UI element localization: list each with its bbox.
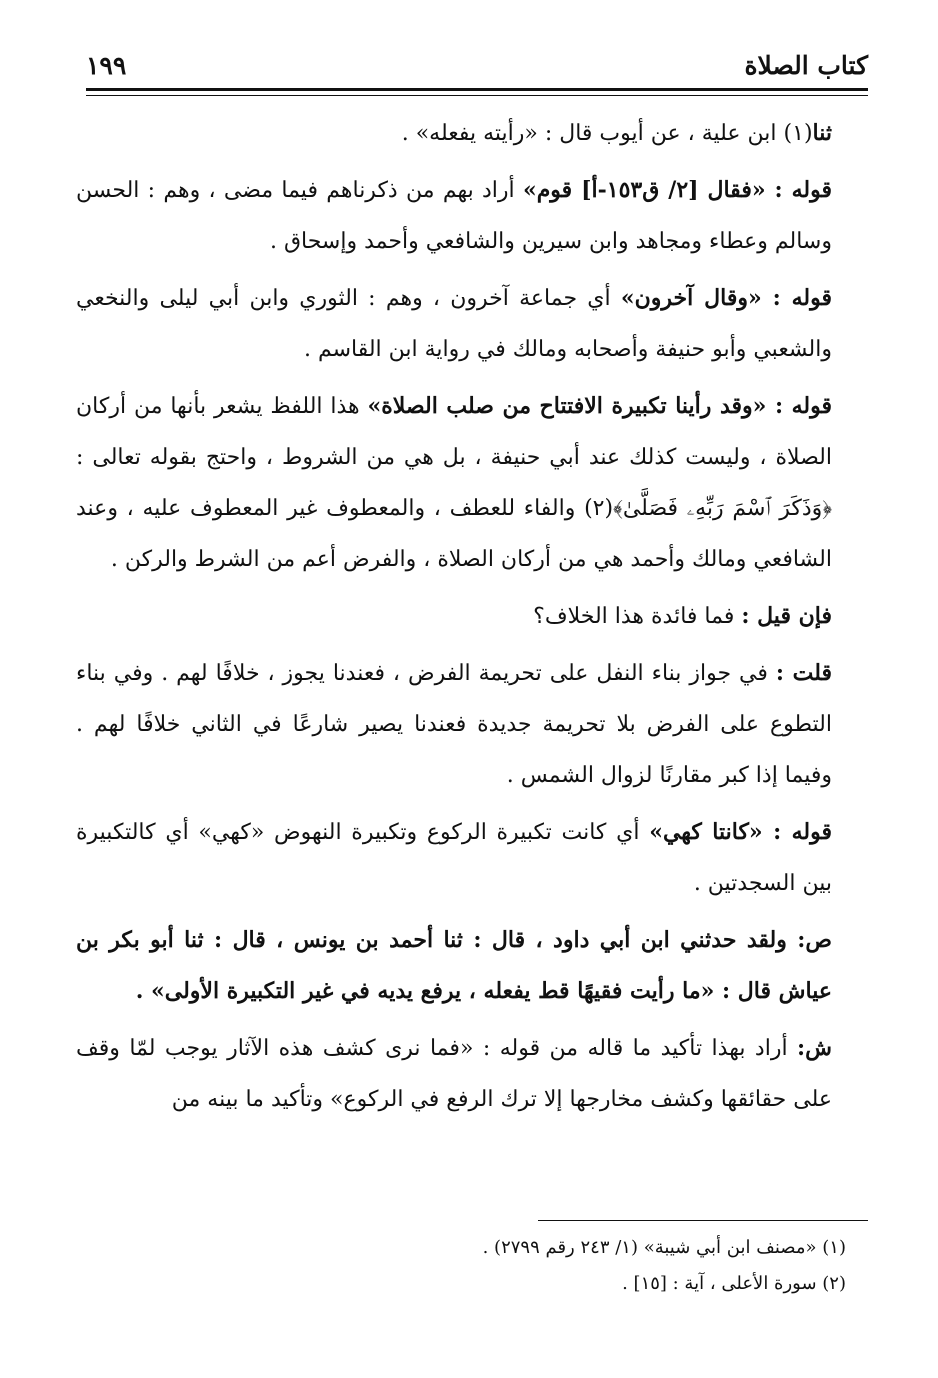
page-number: ١٩٩	[86, 51, 127, 80]
paragraph-text: هذا اللفظ يشعر بأنها من أركان الصلاة ، وليست كذلك عند أبي حنيفة ، بل هي من الشروط ، واحتج بقوله تعالى : ﴿وَذَكَرَ ٱسْمَ رَبِّهِۦ فَصَلَّىٰ﴾(٢) والفاء للعطف ، والمعطوف غير المعطوف عليه ، وعند الشافعي ومالك وأحمد هي من أركان الصلاة ، والفرض أعم من الشرط والركن .	[76, 394, 832, 572]
footnote: (٢) سورة الأعلى ، آية : [١٥] .	[622, 1273, 846, 1294]
paragraph-lead: فإن قيل :	[741, 603, 832, 629]
paragraph-lead: قلت :	[775, 660, 832, 686]
paragraph-text: فما فائدة هذا الخلاف؟	[533, 604, 742, 629]
paragraph-lead: ش:	[797, 1035, 832, 1061]
paragraph-matn	[76, 915, 866, 1017]
paragraph	[76, 165, 866, 267]
paragraph-lead: قوله : «كانتا كهي»	[649, 819, 832, 845]
header-rule-thick	[86, 88, 868, 91]
header-rule-thin	[86, 95, 868, 96]
paragraph-text: أراد بهم من ذكرناهم فيما مضى ، وهم : الحسن وسالم وعطاء ومجاهد وابن سيرين والشافعي وأحمد وإسحاق .	[76, 178, 832, 254]
paragraph-lead: قوله : «فقال [٢/ ق١٥٣-أ] قوم»	[522, 177, 832, 203]
paragraph-lead: قوله : «وقد رأينا تكبيرة الافتتاح من صلب الصلاة»	[367, 393, 832, 419]
paragraph	[76, 648, 866, 801]
footnotes	[86, 1230, 846, 1302]
paragraph	[76, 108, 866, 159]
paragraph	[76, 591, 866, 642]
running-title: كتاب الصلاة	[744, 51, 868, 80]
paragraph-text: ولقد حدثني ابن أبي داود ، قال : ثنا أحمد بن يونس ، قال : ثنا أبو بكر بن عياش قال : «ما رأيت فقيهًا قط يفعله ، يرفع يديه في غير التكبيرة الأولى» .	[76, 927, 832, 1004]
paragraph-text: أي كانت تكبيرة الركوع وتكبيرة النهوض «كهي» أي كالتكبيرة بين السجدتين .	[76, 820, 832, 896]
paragraph-lead: ص:	[797, 927, 832, 953]
paragraph	[76, 807, 866, 909]
footnote-rule	[538, 1220, 868, 1221]
paragraph	[76, 1023, 866, 1125]
paragraph-text: أراد بهذا تأكيد ما قاله من قوله : «فما نرى كشف هذه الآثار يوجب لمّا وقف على حقائقها وكشف مخارجها إلا ترك الرفع في الركوع» وتأكيد ما بينه من	[76, 1036, 832, 1112]
paragraph-lead: قوله : «وقال آخرون»	[620, 285, 833, 311]
paragraph-text: (١) ابن علية ، عن أيوب قال : «رأيته يفعله» .	[401, 121, 813, 146]
paragraph	[76, 381, 866, 585]
page-header	[86, 40, 868, 80]
main-text	[76, 108, 866, 1131]
paragraph-text: أي جماعة آخرون ، وهم : الثوري وابن أبي ليلى والنخعي والشعبي وأبو حنيفة وأصحابه ومالك في رواية ابن القاسم .	[76, 286, 832, 362]
paragraph	[76, 273, 866, 375]
paragraph-lead: ثنا	[812, 120, 832, 146]
footnote: (١) «مصنف ابن أبي شيبة» (١/ ٢٤٣ رقم ٢٧٩٩) .	[482, 1237, 846, 1258]
paragraph-text: في جواز بناء النفل على تحريمة الفرض ، فعندنا يجوز ، خلافًا لهم . وفي بناء التطوع على الفرض بلا تحريمة جديدة فعندنا يصير شارعًا في الثاني خلافًا لهم . وفيما إذا كبر مقارنًا لزوال الشمس .	[76, 661, 832, 788]
